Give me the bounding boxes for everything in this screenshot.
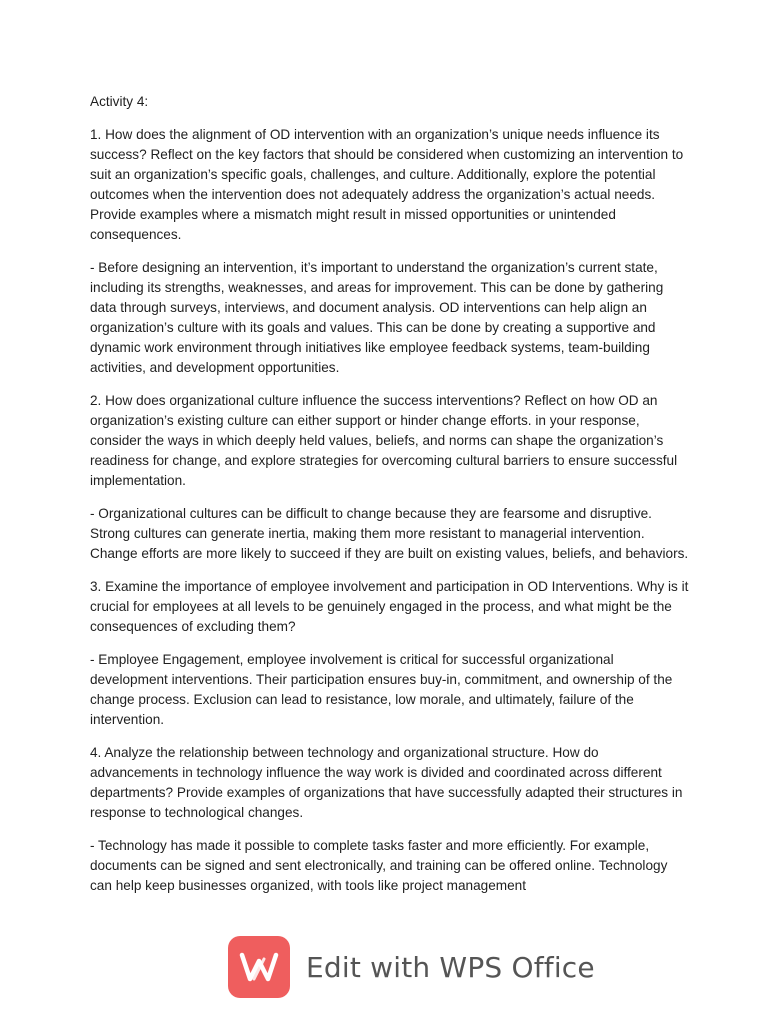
answer-3: - Employee Engagement, employee involvement is critical for successful organizational development interventions. Their participation ensures buy-in, commitment, and ownership of the change process. Exclusion can lead to resistance, low morale, and ultimately, failure of the intervention. xyxy=(90,652,673,727)
wps-edit-text[interactable]: Edit with WPS Office xyxy=(306,950,595,984)
question-4: 4. Analyze the relationship between technology and organizational structure. How do advancements in technology influence the way work is divided and coordinated across different departments? Provide examples of organizations that have successfully adapted their structures in response to technological changes. xyxy=(90,745,683,820)
answer-1: - Before designing an intervention, it’s important to understand the organization’s current state, including its strengths, weaknesses, and areas for improvement. This can be done by gathering data through surveys, interviews, and document analysis. OD interventions can help align an organization’s culture with its goals and values. This can be done by creating a supportive and dynamic work environment through initiatives like employee feedback systems, team-building activities, and development opportunities. xyxy=(90,260,664,375)
activity-heading: Activity 4: xyxy=(90,94,149,109)
question-1: 1. How does the alignment of OD intervention with an organization’s unique needs influence its success? Reflect on the key factors that should be considered when customizing an intervention to suit an organization’s specific goals, challenges, and culture. Additionally, explore the potential outcomes when the intervention does not adequately address the organization’s actual needs. Provide examples where a mismatch might result in missed opportunities or unintended consequences. xyxy=(90,127,684,242)
question-3: 3. Examine the importance of employee involvement and participation in OD Interventions. Why is it crucial for employees at all levels to be genuinely engaged in the process, and what might be the consequences of excluding them? xyxy=(90,579,689,634)
wps-w-glyph xyxy=(239,951,279,983)
wps-logo-icon xyxy=(228,936,290,998)
answer-2: - Organizational cultures can be difficult to change because they are fearsome and disruptive. Strong cultures can generate inertia, making them more resistant to managerial intervention. Change efforts are more likely to succeed if they are built on existing values, beliefs, and behaviors. xyxy=(90,506,689,561)
question-2: 2. How does organizational culture influence the success interventions? Reflect on how OD an organization’s existing culture can either support or hinder change efforts. in your response, consider the ways in which deeply held values, beliefs, and norms can shape the organization’s readiness for change, and explore strategies for overcoming cultural barriers to ensure successful implementation. xyxy=(90,393,678,488)
document-page xyxy=(90,92,690,909)
answer-4: - Technology has made it possible to complete tasks faster and more efficiently. For example, documents can be signed and sent electronically, and training can be offered online. Technology can help keep businesses organized, with tools like project management xyxy=(90,838,668,893)
wps-edit-banner[interactable] xyxy=(228,936,595,998)
